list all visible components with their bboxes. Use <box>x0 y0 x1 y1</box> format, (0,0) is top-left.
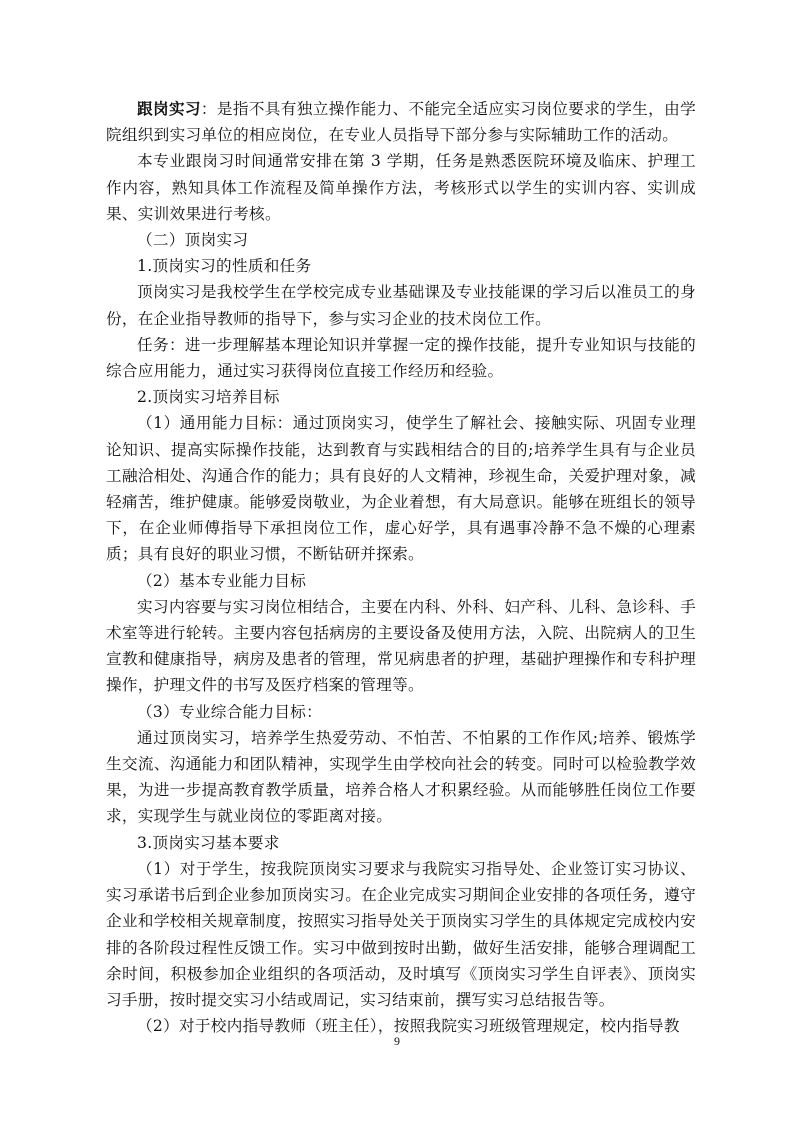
subheading-comprehensive-ability: （3）专业综合能力目标： <box>137 702 323 721</box>
paragraph-nature: 顶岗实习是我校学生在学校完成专业基础课及专业技能课的学习后以准员工的身份，在企业指导教师的指导下，参与实习企业的技术岗位工作。 <box>106 283 696 328</box>
subheading-basic-ability: （2）基本专业能力目标 <box>137 571 307 590</box>
paragraph-comprehensive-ability: 通过顶岗实习，培养学生热爱劳动、不怕苦、不怕累的工作作风;培养、锻炼学生交流、沟通能力和团队精神，实现学生由学校向社会的转变。同时可以检验教学效果，为进一步提高教育教学质量，培养合格人才积累经验。从而能够胜任岗位工作要求，实现学生与就业岗位的零距离对接。 <box>106 728 696 826</box>
paragraph-gengang-schedule: 本专业跟岗习时间通常安排在第 3 学期，任务是熟悉医院环境及临床、护理工作内容，熟知具体工作流程及简单操作方法，考核形式以学生的实训内容、实训成果、实训效果进行考核。 <box>106 152 696 223</box>
page-number: 9 <box>394 1034 400 1048</box>
subheading-training-goals: 2.顶岗实习培养目标 <box>137 388 280 407</box>
subheading-nature-task: 1.顶岗实习的性质和任务 <box>137 257 312 276</box>
subheading-basic-requirements: 3.顶岗实习基本要求 <box>137 833 280 852</box>
paragraph-student-requirements: （1）对于学生，按我院顶岗实习要求与我院实习指导处、企业签订实习协议、实习承诺书后到企业参加顶岗实习。在企业完成实习期间企业安排的各项任务，遵守企业和学校相关规章制度，按照实习指导处关于顶岗实习学生的具体规定完成校内安排的各阶段过程性反馈工作。实习中做到按时出勤，做好生活安排，能够合理调配工余时间，积极参加企业组织的各项活动，及时填写《顶岗实习学生自评表》、顶岗实习手册，按时提交实习小结或周记，实习结束前，撰写实习总结报告等。 <box>106 859 696 1009</box>
paragraph-basic-ability: 实习内容要与实习岗位相结合，主要在内科、外科、妇产科、儿科、急诊科、手术室等进行轮转。主要内容包括病房的主要设备及使用方法，入院、出院病人的卫生宣教和健康指导，病房及患者的管理，常见病患者的护理，基础护理操作和专科护理操作，护理文件的书写及医疗档案的管理等。 <box>106 597 696 695</box>
paragraph-task: 任务：进一步理解基本理论知识并掌握一定的操作技能，提升专业知识与技能的综合应用能力，通过实习获得岗位直接工作经历和经验。 <box>106 335 696 381</box>
section-heading-dinggang: （二）顶岗实习 <box>137 231 249 250</box>
paragraph-gengang-definition <box>106 96 696 148</box>
paragraph-teacher-requirements: （2）对于校内指导教师（班主任），按照我院实习班级管理规定，校内指导教 <box>137 1017 680 1036</box>
paragraph-general-ability: （1）通用能力目标：通过顶岗实习，使学生了解社会、接触实际、巩固专业理论知识、提高实际操作技能，达到教育与实践相结合的目的;培养学生具有与企业员工融洽相处、沟通合作的能力；具有良好的人文精神，珍视生命，关爱护理对象，减轻痛苦，维护健康。能够爱岗敬业，为企业着想，有大局意识。能够在班组长的领导下，在企业师傅指导下承担岗位工作，虚心好学，具有遇事冷静不急不燥的心理素质；具有良好的职业习惯，不断钻研并探索。 <box>106 414 696 564</box>
body-text <box>106 96 696 1039</box>
term-gengang: 跟岗实习 <box>137 99 201 118</box>
definition-text: ：是指不具有独立操作能力、不能完全适应实习岗位要求的学生，由学院组织到实习单位的相应岗位，在专业人员指导下部分参与实际辅助工作的活动。 <box>106 100 696 145</box>
